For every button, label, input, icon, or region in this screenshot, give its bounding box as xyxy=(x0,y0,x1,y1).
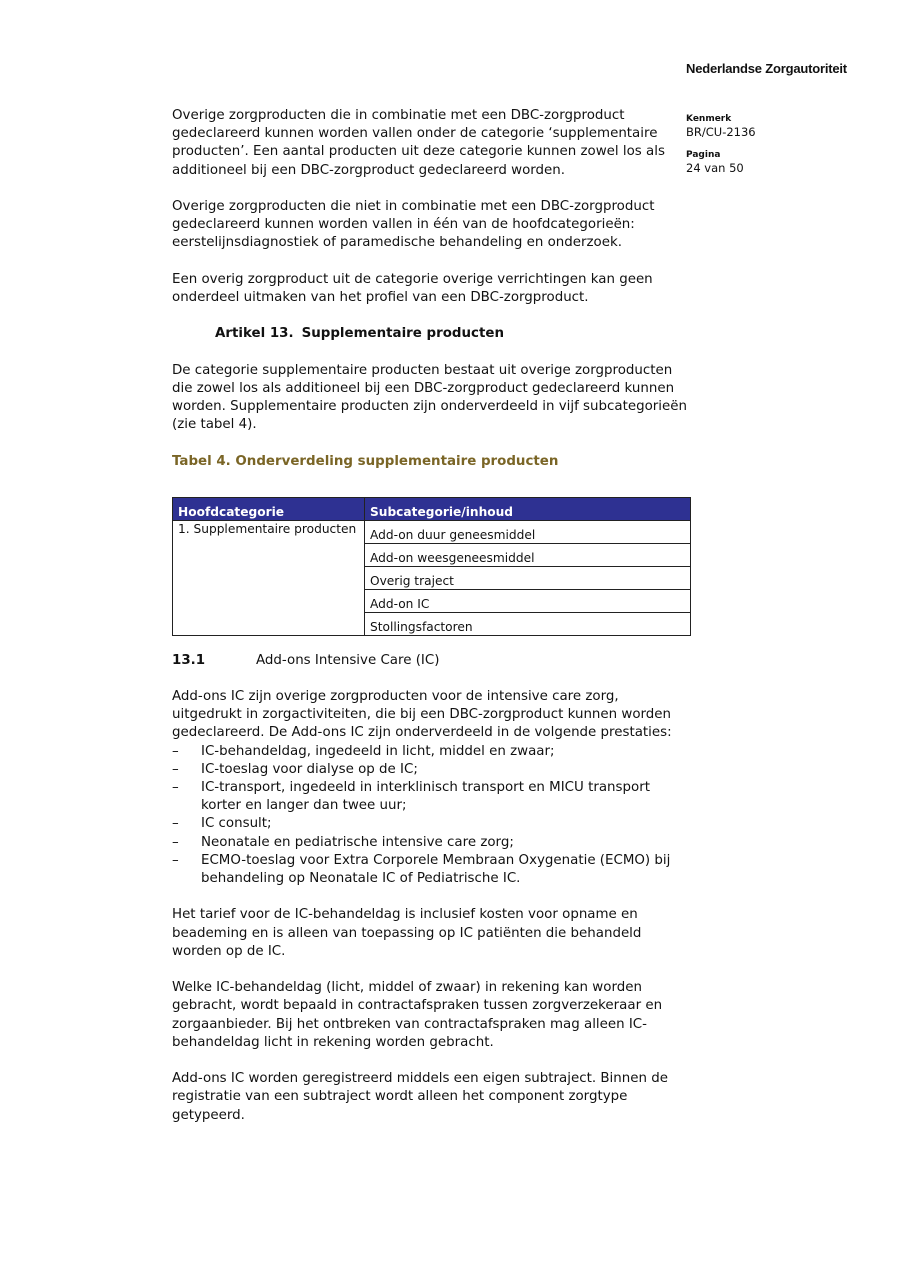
list-item: – IC consult; xyxy=(172,815,692,833)
paragraph: Add-ons IC worden geregistreerd middels een eigen subtraject. Binnen de registratie van een subtraject wordt alleen het component zorgtype getypeerd. xyxy=(172,1071,668,1123)
list-item: – ECMO-toeslag voor Extra Corporele Membraan Oxygenatie (ECMO) bij behandeling op Neonatale IC of Pediatrische IC. xyxy=(172,852,692,888)
section-title: Add-ons Intensive Care (IC) xyxy=(256,652,440,668)
section-number: 13.1 xyxy=(172,652,206,668)
list-item: – IC-transport, ingedeeld in interklinisch transport en MICU transport korter en langer dan twee uur; xyxy=(172,779,692,815)
section-heading xyxy=(172,652,692,670)
pagina-value: 24 van 50 xyxy=(686,161,744,175)
paragraph: Welke IC-behandeldag (licht, middel of zwaar) in rekening kan worden gebracht, wordt bepaald in contractafspraken tussen zorgverzekeraar en zorgaanbieder. Bij het ontbreken van contractafspraken mag alleen IC-behandeldag licht in rekening worden gebracht. xyxy=(172,980,663,1050)
article-number: Artikel 13. xyxy=(215,326,294,342)
paragraph: Het tarief voor de IC-behandeldag is inclusief kosten voor opname en beademing en is alleen van toepassing op IC patiënten die behandeld worden op de IC. xyxy=(172,907,642,959)
article-heading xyxy=(215,325,692,343)
kenmerk-label: Kenmerk xyxy=(686,114,732,124)
kenmerk-block xyxy=(686,113,756,139)
subcategory-cell: Stollingsfactoren xyxy=(365,612,691,635)
organization-name: Nederlandse Zorgautoriteit xyxy=(686,61,847,76)
paragraph: Add-ons IC zijn overige zorgproducten voor de intensive care zorg, uitgedrukt in zorgactiviteiten, die bij een DBC-zorgproduct kunnen worden gedeclareerd. De Add-ons IC zijn onderverdeeld in de volgende prestaties: xyxy=(172,689,672,741)
table-row xyxy=(173,520,691,543)
table-caption: Tabel 4. Onderverdeling supplementaire producten xyxy=(172,453,559,469)
paragraph: Overige zorgproducten die in combinatie met een DBC-zorgproduct gedeclareerd kunnen worden vallen onder de categorie ‘supplementaire producten’. Een aantal producten uit deze categorie kunnen zowel los als additioneel bij een DBC-zorgproduct gedeclareerd worden. xyxy=(172,108,665,178)
list-item: – IC-behandeldag, ingedeeld in licht, middel en zwaar; xyxy=(172,743,692,761)
subcategory-cell: Add-on IC xyxy=(365,589,691,612)
list-item: – IC-toeslag voor dialyse op de IC; xyxy=(172,761,692,779)
paragraph: Overige zorgproducten die niet in combinatie met een DBC-zorgproduct gedeclareerd kunnen worden vallen in één van de hoofdcategorieën: eerstelijnsdiagnostiek of paramedische behandeling en onderzoek. xyxy=(172,199,655,251)
article-title: Supplementaire producten xyxy=(301,326,504,342)
paragraph: Een overig zorgproduct uit de categorie overige verrichtingen kan geen onderdeel uitmaken van het profiel van een DBC-zorgproduct. xyxy=(172,271,653,305)
subcategory-cell: Add-on duur geneesmiddel xyxy=(365,520,691,543)
paragraph: De categorie supplementaire producten bestaat uit overige zorgproducten die zowel los als additioneel bij een DBC-zorgproduct gedeclareerd kunnen worden. Supplementaire producten zijn onderverdeeld in vijf subcategorieën (zie tabel 4). xyxy=(172,362,687,433)
main-category-cell: 1. Supplementaire producten xyxy=(173,520,365,635)
pagina-label: Pagina xyxy=(686,150,721,160)
list-item: – Neonatale en pediatrische intensive care zorg; xyxy=(172,834,692,852)
subcategory-cell: Add-on weesgeneesmiddel xyxy=(365,543,691,566)
column-header: Hoofdcategorie xyxy=(173,497,365,520)
prestaties-list xyxy=(172,743,692,889)
subcategory-cell: Overig traject xyxy=(365,566,691,589)
kenmerk-value: BR/CU-2136 xyxy=(686,125,756,139)
pagina-block xyxy=(686,149,744,175)
table-header-row xyxy=(173,497,691,520)
document-body xyxy=(172,107,692,1143)
subcategory-table xyxy=(172,497,691,636)
column-header: Subcategorie/inhoud xyxy=(365,497,691,520)
